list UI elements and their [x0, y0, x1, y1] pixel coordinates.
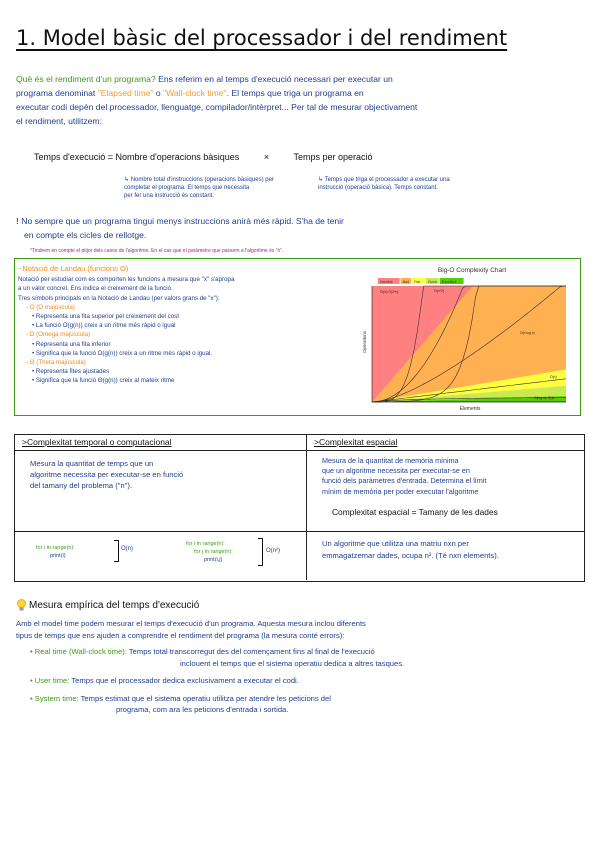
curve-label: O(log n), O(1) [534, 396, 555, 400]
curve-label: O(n^2) [434, 289, 444, 293]
curve-label: O(n) [550, 375, 557, 379]
chart-title: Big-O Complexity Chart [437, 267, 507, 274]
spatial-complexity-example: Un algoritme que utilitza una matriu nxn per emmagatzemar dades, ocupa n². (Té nxn elements). [322, 539, 499, 560]
big-o-chart [360, 262, 574, 412]
system-time-item: • System time: Temps estimat que el sistema operatiu utilitza per atendre les peticions del [30, 693, 331, 703]
spatial-complexity-formula: Complexitat espacial = Tamany de les dades [332, 507, 498, 517]
spatial-complexity-header: >Complexitat espacial [314, 437, 398, 447]
code-example-quadratic: for i in range(n): for j in range(n): print(i,j) [186, 541, 233, 563]
time-types-list: • Real time (Wall-clock time): Temps total transcorregut des del començament fins al final de l'execució inclouent el temps que el sistema operatiu dedica a altres tasques. • User time: Temps que el processador dedica exclusivament a executar el codi. • System time: Temps estimat que el sistema operatiu utilitza per atendre les peticions del programa, com ara les peticions d'entrada i sortida. [30, 647, 405, 714]
formula-note-left: ↳ Nombre total d'instruccions (operacions bàsiques) per completar el programa. El temps que necessita per fer una instrucció és constant. [124, 177, 274, 199]
legend-label-fair: Fair [414, 279, 421, 284]
spatial-complexity-definition: Mesura de la quantitat de memòria mínima que un algoritme necessita per executar-se en funció dels paràmetres d'entrada. Determina el límit mínim de memòria per poder executar l'algoritme [322, 456, 487, 496]
complexity-table [14, 434, 585, 582]
legend-label-excellent: Excellent [441, 279, 457, 284]
temporal-complexity-header: >Complexitat temporal o computacional [22, 437, 172, 447]
formula-note-right: ↳ Temps que triga el processador a executar una instrucció (operació bàsica). Temps constant. [318, 177, 450, 191]
worst-case-footnote: *Tindrem en compte el pitjor dels casos de l'algoritme. En el cas que el paràmetre que passem a l'algoritme és "n". [30, 248, 284, 254]
empirical-intro: Amb el model time podem mesurar el temps d'execució d'un programa. Aquesta mesura inclou diferents tipus de temps que ens ajuden a comprendre el rendiment del programa (la mesura conté errors): [16, 619, 366, 640]
curve-label: O(n log n) [520, 331, 535, 335]
code-bracket-quadratic [258, 538, 263, 566]
table-divider-vertical [306, 434, 307, 580]
big-o-chart-svg [360, 262, 574, 412]
clock-cycles-warning: ! No sempre que un programa tingui menys instruccions anirà més ràpid. S'ha de tenir en compte els cicles de rellotge. [16, 216, 344, 240]
chart-x-label: Elements [459, 406, 481, 412]
empirical-header: Mesura empírica del temps d'execució [29, 600, 200, 611]
landau-notation-text: ~Notació de Landau (funcions O) Notació per estudiar com es comporten les funcions a mesura que "x" s'apropa a un valor concret. Ens indica el creixement de la funció. Tres símbols principals en la Notació de Landau (per valors grans de "x"): - O (O majúscula) • Representa una fita superior pel creixement del cost • La funció O(g(n)) creix a un ritme més ràpid o igual - Ω (Omega majúscula) • Representa una fita inferior • Significa que la funció Ω(g(n)) creix a un ritme més ràpid o igual. - Θ (Theta majúscula) • Representa fites ajustades • Significa que la funció Θ(g(n)) creix al mateix ritme [18, 264, 358, 386]
table-divider-row [14, 531, 584, 532]
big-o-heading: - O (O majúscula) [26, 303, 75, 311]
theta-heading: - Θ (Theta majúscula) [26, 359, 86, 367]
curve-label: O(n!) O(2^n) [380, 290, 399, 294]
chart-legend [378, 278, 464, 284]
lightbulb-icon [16, 599, 27, 612]
code-example-linear: for i in range(n): print(i) [36, 545, 75, 559]
execution-time-formula: Temps d'execució = Nombre d'operacions bàsiques × Temps per operació [34, 152, 373, 162]
linear-complexity-result: O(n) [121, 546, 133, 552]
landau-header: ~Notació de Landau (funcions O) [18, 264, 129, 273]
chart-y-label: Operations [362, 330, 367, 354]
legend-label-horrible: Horrible [380, 279, 393, 284]
quadratic-complexity-result: O(n²) [266, 548, 280, 554]
omega-heading: - Ω (Omega majúscula) [26, 331, 91, 339]
wall-clock-term: "Wall-clock time" [163, 88, 227, 98]
code-bracket-linear [114, 540, 119, 562]
warning-icon: ! [16, 216, 19, 226]
table-divider-header [14, 450, 584, 451]
legend-label-good: Good [428, 279, 437, 284]
intro-paragraph: Què és el rendiment d'un programa? Ens referim en al temps d'execució necessari per executar un programa denominat "Elapsed time" o "Wall-clock time". El temps que triga un programa en executar codi depèn del processador, llenguatge, compilador/intèrpret... Per tal de mesurar objectivament el rendiment, utilitzem: [16, 74, 418, 126]
intro-question: Què és el rendiment d'un programa? [16, 74, 156, 84]
real-time-item: • Real time (Wall-clock time): Temps total transcorregut des del començament fins al final de l'execució [30, 647, 375, 656]
temporal-complexity-definition: Mesura la quantitat de temps que un algoritme necessita per executar-se en funció del tamany del problema ("n"). [30, 459, 184, 490]
user-time-item: • User time: Temps que el processador dedica exclusivament a executar el codi. [30, 676, 299, 685]
elapsed-time-term: "Elapsed time" [97, 88, 154, 98]
legend-label-bad: Bad [402, 279, 410, 284]
page-title: 1. Model bàsic del processador i del rendiment [16, 26, 508, 50]
